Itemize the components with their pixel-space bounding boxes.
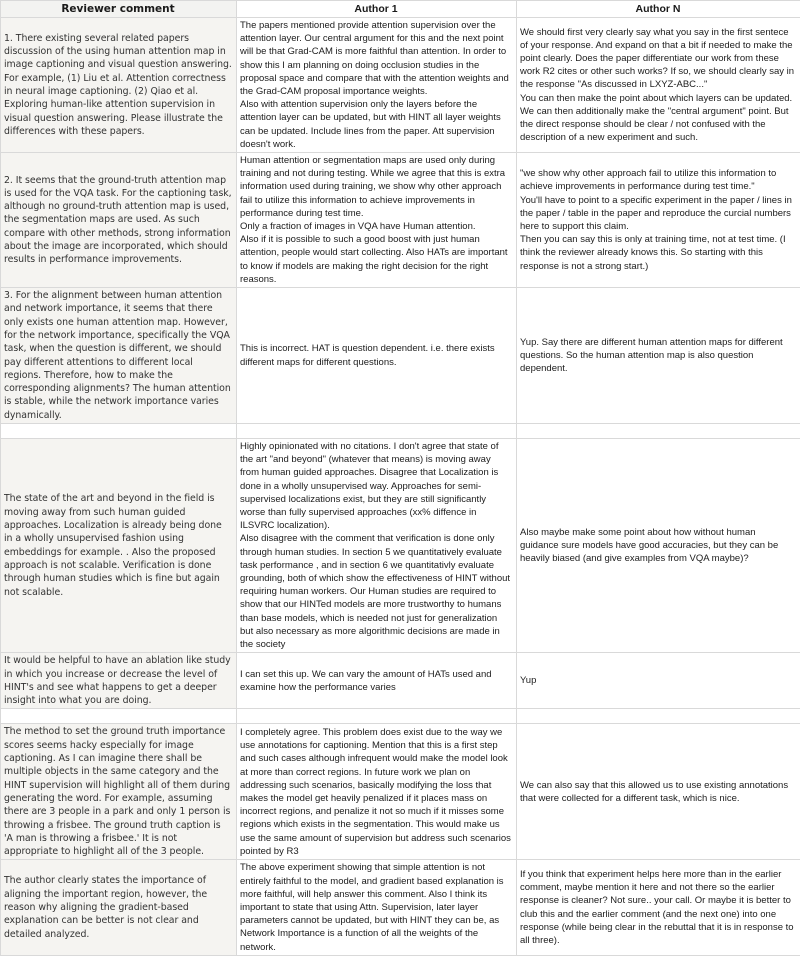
empty-cell[interactable]: [517, 709, 800, 724]
author-n-cell[interactable]: [517, 288, 800, 424]
author-1-text: The papers mentioned provide attention supervision over the attention layer. Our central argument for this and the next point will be that Grad-CAM is more faithful than attention. In order to show this I am planning on doing occlusion studies in the proposal space and compare that with the attention weights and the Grad-CAM proposal importance weights.: [240, 19, 512, 98]
author-n-text: You'll have to point to a specific experiment in the paper / lines in the paper / table in the paper and reproduce the curcial numbers here to support this claim.: [520, 194, 796, 234]
reviewer-comment-cell[interactable]: [1, 860, 237, 955]
table-row: [1, 18, 800, 153]
table-row: [1, 288, 800, 424]
author-1-text: The above experiment showing that simple attention is not entirely faithful to the model, and gradient based explanation is more faithful, will help answer this comment. Also I think its important to state that using Attn. Supervision, later layer parameters cannot be updated, but with HINT they can be, as Network Importance is a function of all the weights of the network.: [240, 861, 512, 953]
author-1-text: Also if it is possible to such a good boost with just human attention, people would start collecting. Also HATs are important to know if models are making the right decision for the right reasons.: [240, 233, 512, 286]
reviewer-comment-text: 2. It seems that the ground-truth attention map is used for the VQA task. For the captioning task, although no ground-truth attention map is used, the segmentation maps are used. As such compare with other methods, strong information about the image are incorporated, which should results in performance improvements.: [4, 174, 232, 267]
empty-cell[interactable]: [1, 709, 237, 724]
empty-row: [1, 424, 800, 439]
author-n-cell[interactable]: [517, 18, 800, 153]
table-row: [1, 439, 800, 653]
author-1-cell[interactable]: [237, 439, 517, 653]
table-row: [1, 653, 800, 709]
empty-cell[interactable]: [237, 424, 517, 439]
header-author-n[interactable]: Author N: [517, 1, 800, 18]
author-1-text: Only a fraction of images in VQA have Human attention.: [240, 220, 512, 233]
empty-cell[interactable]: [237, 709, 517, 724]
author-n-text: We should first very clearly say what you say in the first sentece of your response. And expand on that a bit if needed to make the point clearly. Does the paper differentiate our work from these work R2 cites or other such works? If so, we should clearly say in the response "As discussed in LXYZ-ABC...": [520, 26, 796, 92]
author-1-text: Human attention or segmentation maps are used only during training and not during testing. While we agree that this is extra information used during training, we show why other approach fail to utilize this information to achieve improvements in performance during test time.: [240, 154, 512, 220]
author-1-cell[interactable]: [237, 653, 517, 709]
reviewer-comment-text: The state of the art and beyond in the field is moving away from such human guided approaches. Localization is already being done in a wholly unsupervised fashion using embeddings for example. . Also the proposed approach is not scalable. Verification is done through human studies which is fine but again not scalable.: [4, 492, 232, 598]
author-1-cell[interactable]: [237, 724, 517, 860]
empty-row: [1, 709, 800, 724]
author-n-text: Yup. Say there are different human attention maps for different questions. So the human attention map is also question dependent.: [520, 336, 796, 376]
author-1-text: This is incorrect. HAT is question dependent. i.e. there exists different maps for different questions.: [240, 342, 512, 368]
author-n-text: You can then make the point about which layers can be updated. We can then additionally make the "central argument" point. But the direct response should be clear / not confused with the description of a new experiment and such.: [520, 92, 796, 145]
author-n-text: Also maybe make some point about how without human guidance sure models have good accuracies, but they can be heavily biased (and give examples from VQA maybe)?: [520, 526, 796, 566]
table-row: [1, 724, 800, 860]
header-reviewer-comment[interactable]: Reviewer comment: [1, 1, 237, 18]
author-n-cell[interactable]: [517, 860, 800, 955]
author-1-text: Highly opinionated with no citations. I don't agree that state of the art "and beyond" (whatever that means) is moving away from human guided approaches. Disagree that Localization is done in a wholly unsupervised way. Approaches for semi-supervised localizations exist, but they are still significantly worse than fully supervised approaches (xx% diffence in ILSVRC localization).: [240, 440, 512, 532]
reviewer-comment-text: 1. There existing several related papers discussion of the using human attention map in image captioning and visual question answering. For example, (1) Liu et al. Attention correctness in neural image captioning. (2) Qiao et al. Exploring human-like attention supervision in visual question answering. Please illustrate the differences with these papers.: [4, 32, 232, 138]
author-n-text: Then you can say this is only at training time, not at test time. (I think the reviewer already knows this. So starting with this response is not a strong start.): [520, 233, 796, 273]
author-n-text: "we show why other approach fail to utilize this information to achieve improvements in performance during test time.": [520, 167, 796, 193]
reviewer-comment-text: 3. For the alignment between human attention and network importance, it seems that there only exists one human attention map. However, for the network importance, specifically the VQA task, when the question is different, we should pay different attentions to different local regions. Therefore, how to make the corresponding alignments? The human attention is stable, while the network importance varies dynamically.: [4, 289, 232, 422]
author-n-cell[interactable]: [517, 724, 800, 860]
header-row: [1, 1, 800, 18]
author-1-cell[interactable]: [237, 288, 517, 424]
author-1-text: I completely agree. This problem does exist due to the way we use annotations for captioning. Mention that this is a first step and such cases although infrequent would make the model look at more than correct regions. In future work we plan on addressing such scenarios, basically modifying the loss that makes the model get heavily penalized if it places mass on incorrect regions, and penalize it not so much if it misses some regions which exists in the segmentation. This would make us use the same amount of supervision but address such scenarios pointed by R3: [240, 726, 512, 858]
author-n-text: Yup: [520, 674, 796, 687]
empty-cell[interactable]: [1, 424, 237, 439]
author-1-text: Also with attention supervision only the layers before the attention layer can be updated, but with HINT all layer weights can be updated. Include lines from the paper. Att supervision doesn't work.: [240, 98, 512, 151]
author-1-cell[interactable]: [237, 18, 517, 153]
reviewer-comment-cell[interactable]: [1, 288, 237, 424]
author-n-cell[interactable]: [517, 153, 800, 288]
author-n-cell[interactable]: [517, 653, 800, 709]
table-row: [1, 860, 800, 955]
reviewer-comment-text: The author clearly states the importance of aligning the important region, however, the reason why aligning the gradient-based explanation can be better is not clear and detailed analyzed.: [4, 874, 232, 940]
author-n-cell[interactable]: [517, 439, 800, 653]
author-1-text: I can set this up. We can vary the amount of HATs used and examine how the performance varies: [240, 668, 512, 694]
reviewer-comment-text: It would be helpful to have an ablation like study in which you increase or decrease the level of HINT's and see what happens to get a deeper insight into what you are doing.: [4, 654, 232, 707]
author-n-text: If you think that experiment helps here more than in the earlier comment, maybe mention it here and not there so the earlier response is cleaner? Not sure.. your call. Or maybe it is better to club this and the earlier comment (and the next one) into one response (while being clear in the rebuttal that it is in response to all three).: [520, 868, 796, 947]
header-author-1[interactable]: Author 1: [237, 1, 517, 18]
reviewer-comment-cell[interactable]: [1, 653, 237, 709]
reviewer-comment-cell[interactable]: [1, 724, 237, 860]
empty-cell[interactable]: [517, 424, 800, 439]
reviewer-comment-cell[interactable]: [1, 153, 237, 288]
reviewer-comment-cell[interactable]: [1, 18, 237, 153]
reviewer-comment-text: The method to set the ground truth importance scores seems hacky especially for image captioning. As I can imagine there shall be multiple objects in the same category and the HINT supervision will highlight all of them during generating the word. For example, assuming there are 3 people in a park and only 1 person is throwing a frisbee. The ground truth caption is 'A man is throwing a frisbee.' It is not appropriate to highlight all of the 3 people.: [4, 725, 232, 858]
reviewer-comment-cell[interactable]: [1, 439, 237, 653]
author-1-text: Also disagree with the comment that verification is done only through human studies. In section 5 we quantitatively evaluate task performance , and in section 6 we quantitativly evaluate grounding, both of which show the effectiveness of HINT without requiring human workers. Our Human studies are required to show that our HINTed models are more trustworthy to humans than base models, which is needed not just for generalization but also necessary as more algorithmic decisions are made in the society: [240, 532, 512, 651]
author-1-cell[interactable]: [237, 860, 517, 955]
author-1-cell[interactable]: [237, 153, 517, 288]
table-row: [1, 153, 800, 288]
author-n-text: We can also say that this allowed us to use existing annotations that were collected for a different task, which is nice.: [520, 779, 796, 805]
